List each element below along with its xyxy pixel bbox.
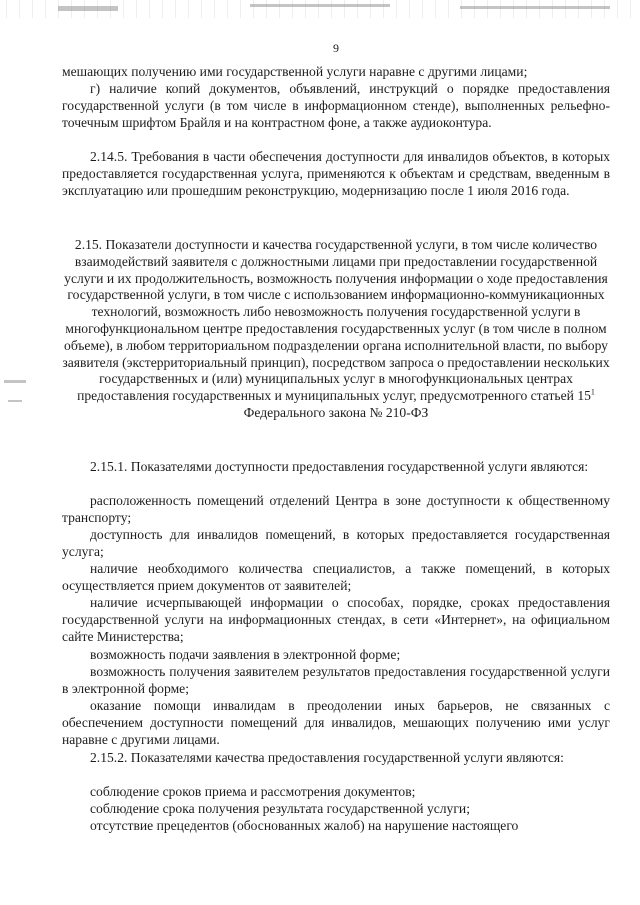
paragraph: мешающих получению ими государственной услуги наравне с другими лицами;	[62, 64, 528, 79]
section-heading-tail: Федерального закона № 210-ФЗ	[243, 404, 429, 420]
paragraph: г) наличие копий документов, объявлений, инструкций о порядке предоставления государственной услуги (в том числе в информационном стенде), выполненных рельефно-точечным шрифтом Брайля и на контрастном фоне, а также аудиоконтура.	[62, 81, 610, 130]
scan-artifact	[4, 380, 26, 383]
list-item: расположенность помещений отделений Центра в зоне доступности к общественному транспорту;	[62, 493, 610, 525]
scan-artifact	[250, 4, 390, 7]
superscript: 1	[590, 387, 595, 397]
list-item: наличие исчерпывающей информации о способах, порядке, сроках предоставления государственной услуги на информационных стендах, в сети «Интернет», на официальном сайте Министерства;	[62, 595, 610, 644]
list-item: возможность подачи заявления в электронной форме;	[90, 647, 401, 662]
paragraph: 2.14.5. Требования в части обеспечения доступности для инвалидов объектов, в которых предоставляется государственная услуга, применяются к объектам и средствам, введенным в эксплуатацию или прошедшим реконструкцию, модернизацию после 1 июля 2016 года.	[62, 149, 610, 198]
scan-artifact	[58, 6, 118, 11]
list-item: оказание помощи инвалидам в преодолении иных барьеров, не связанных с обеспечением доступности помещений для инвалидов, мешающих получению ими услуг наравне с другими лицами.	[62, 698, 610, 747]
list-item: соблюдение сроков приема и рассмотрения документов;	[90, 784, 416, 799]
section-heading-text: 2.15. Показатели доступности и качества государственной услуги, в том числе количество взаимодействий заявителя с должностными лицами при предоставлении государственной услуги и их продолжительность, возможность получения информации о ходе предоставления государственной услуги, в том числе с использованием информационно-коммуникационных технологий, возможность либо невозможность получения государственной услуги в многофункциональном центре предоставления государственных услуг (в том числе в полном объеме), в любом территориальном подразделении органа исполнительной власти, по выбору заявителя (экстерриториальный принцип), посредством запроса о предоставлении нескольких государственных и (или) муниципальных услуг в многофункциональных центрах предоставления государственных и муниципальных услуг, предусмотренного статьей 15	[62, 237, 610, 404]
list-item: возможность получения заявителем результатов предоставления государственной услуги в электронной форме;	[62, 664, 610, 696]
list-item: соблюдение срока получения результата государственной услуги;	[90, 801, 470, 816]
scan-artifact	[8, 400, 22, 402]
section-heading	[62, 237, 610, 422]
paragraph: 2.15.1. Показателями доступности предоставления государственной услуги являются:	[90, 459, 589, 474]
page-number: 9	[333, 41, 339, 55]
list-item: наличие необходимого количества специалистов, а также помещений, в которых осуществляется прием документов от заявителей;	[62, 561, 610, 593]
paragraph: 2.15.2. Показателями качества предоставления государственной услуги являются:	[90, 750, 564, 765]
scan-artifact	[460, 6, 610, 9]
list-item: доступность для инвалидов помещений, в которых предоставляется государственная услуга;	[62, 527, 610, 559]
list-item: отсутствие прецедентов (обоснованных жалоб) на нарушение настоящего	[90, 818, 519, 833]
